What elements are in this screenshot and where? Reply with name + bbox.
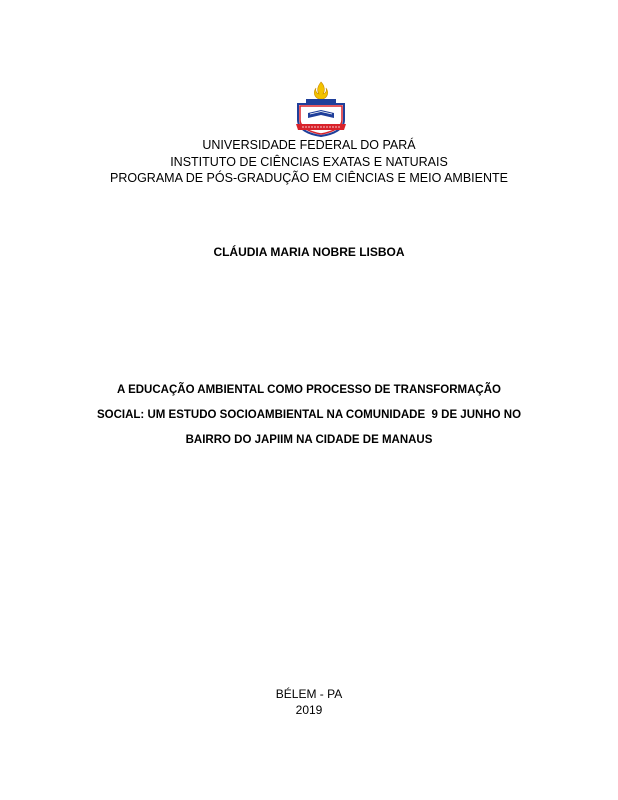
university-crest-icon [286,80,356,138]
thesis-title-line-2: SOCIAL: UM ESTUDO SOCIOAMBIENTAL NA COMUNIDADE 9 DE JUNHO NO [96,409,522,421]
institution-header [0,137,618,187]
city-state: BÉLEM - PA [275,687,343,701]
thesis-title-line-3: BAIRRO DO JAPIIM NA CIDADE DE MANAUS [185,434,433,446]
author-name: CLÁUDIA MARIA NOBRE LISBOA [213,245,405,259]
thesis-title [0,378,618,453]
year: 2019 [295,703,323,717]
program-name: PROGRAMA DE PÓS-GRADUÇÃO EM CIÊNCIAS E MEIO AMBIENTE [110,171,508,185]
thesis-title-line-1: A EDUCAÇÃO AMBIENTAL COMO PROCESSO DE TRANSFORMAÇÃO [117,384,501,396]
place-and-year [0,686,618,718]
institute-name: INSTITUTO DE CIÊNCIAS EXATAS E NATURAIS [170,154,448,169]
university-name: UNIVERSIDADE FEDERAL DO PARÁ [202,138,416,152]
